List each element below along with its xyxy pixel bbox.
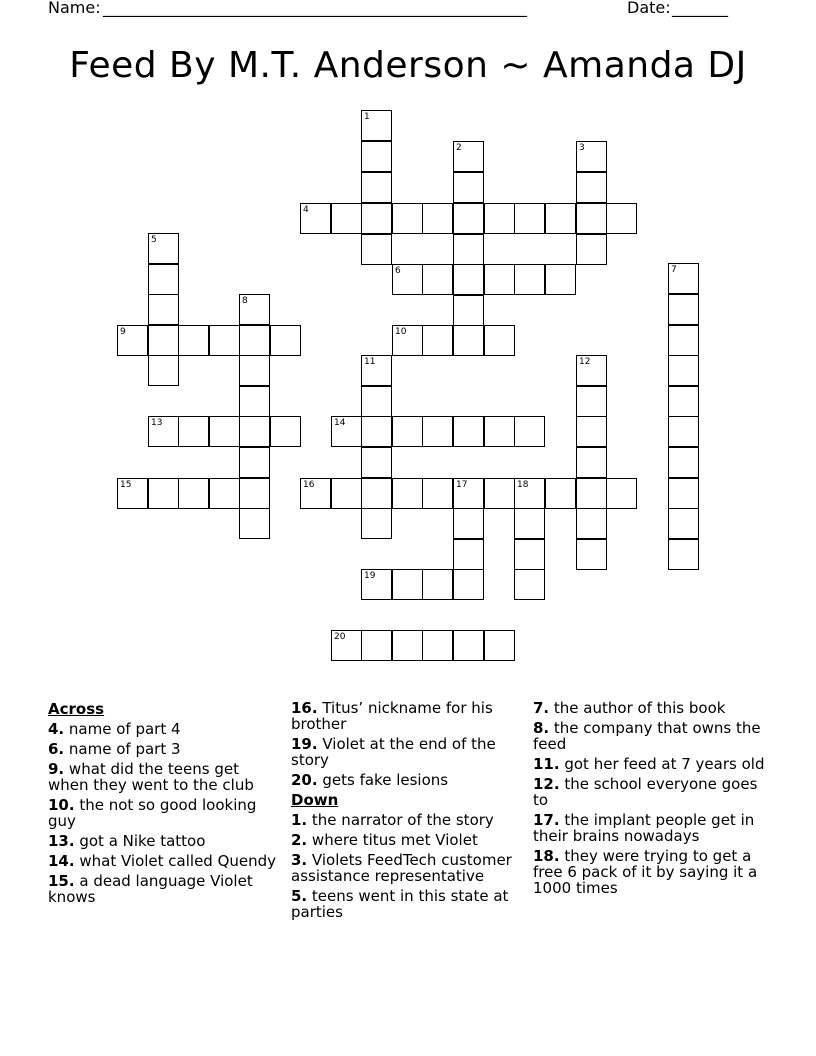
grid-cell[interactable] (606, 203, 637, 234)
grid-cell[interactable] (453, 569, 484, 600)
cell-number: 7 (671, 265, 677, 275)
grid-cell[interactable] (331, 478, 362, 509)
clue-number: 6. (48, 740, 65, 758)
grid-cell[interactable] (361, 416, 392, 447)
grid-cell[interactable] (576, 508, 607, 539)
grid-cell[interactable] (453, 141, 484, 172)
clue-across-20 (291, 772, 523, 788)
grid-cell[interactable] (148, 355, 179, 386)
name-label: Name: (48, 0, 101, 17)
grid-cell[interactable] (117, 325, 148, 356)
clue-across-13 (48, 833, 280, 849)
clue-number: 12. (533, 775, 560, 793)
grid-cell[interactable] (300, 478, 331, 509)
clue-text: the not so good looking guy (48, 796, 257, 830)
grid-cell[interactable] (392, 630, 423, 661)
clue-text: Titus’ nickname for his brother (291, 699, 493, 733)
grid-cell[interactable] (148, 264, 179, 295)
grid-cell[interactable] (178, 325, 209, 356)
clue-text: name of part 4 (68, 720, 181, 738)
grid-cell[interactable] (209, 478, 240, 509)
grid-cell[interactable] (148, 233, 179, 264)
grid-cell[interactable] (545, 203, 576, 234)
grid-cell[interactable] (576, 141, 607, 172)
clue-number: 4. (48, 720, 65, 738)
clue-across-14 (48, 853, 280, 869)
grid-cell[interactable] (392, 203, 423, 234)
grid-cell[interactable] (148, 416, 179, 447)
clue-text: gets fake lesions (322, 771, 449, 789)
clue-number: 8. (533, 719, 550, 737)
grid-cell[interactable] (361, 386, 392, 417)
clue-text: the author of this book (553, 699, 726, 717)
grid-cell[interactable] (606, 478, 637, 509)
clue-across-9 (48, 761, 280, 793)
grid-cell[interactable] (453, 416, 484, 447)
grid-cell[interactable] (484, 416, 515, 447)
grid-cell[interactable] (361, 569, 392, 600)
grid-cell[interactable] (484, 630, 515, 661)
grid-cell[interactable] (668, 539, 699, 570)
grid-cell[interactable] (422, 264, 453, 295)
cell-number: 19 (364, 571, 376, 581)
grid-cell[interactable] (239, 294, 270, 325)
cell-number: 17 (456, 480, 468, 490)
clue-number: 13. (48, 832, 75, 850)
clue-number: 20. (291, 771, 318, 789)
cell-number: 1 (364, 112, 370, 122)
grid-cell[interactable] (514, 203, 545, 234)
clue-down-5 (291, 888, 523, 920)
grid-cell[interactable] (392, 569, 423, 600)
grid-cell[interactable] (361, 234, 392, 265)
cell-number: 8 (242, 296, 248, 306)
grid-cell[interactable] (545, 478, 576, 509)
date-label: Date: (627, 0, 671, 17)
grid-cell[interactable] (392, 416, 423, 447)
grid-cell[interactable] (668, 386, 699, 417)
grid-cell[interactable] (422, 325, 453, 356)
cell-number: 3 (579, 143, 585, 153)
grid-cell[interactable] (148, 294, 179, 325)
grid-cell[interactable] (545, 264, 576, 295)
grid-cell[interactable] (576, 416, 607, 447)
clue-number: 7. (533, 699, 550, 717)
grid-cell[interactable] (668, 508, 699, 539)
clue-text: they were trying to get a free 6 pack of it by saying it a 1000 times (533, 847, 758, 897)
clue-number: 10. (48, 796, 75, 814)
clue-across-10 (48, 797, 280, 829)
grid-cell[interactable] (514, 539, 545, 570)
clue-down-3 (291, 852, 523, 884)
grid-cell[interactable] (239, 325, 270, 356)
page-title: Feed By M.T. Anderson ~ Amanda DJ (69, 45, 747, 86)
clue-down-1 (291, 812, 523, 828)
clue-across-4 (48, 721, 280, 737)
clue-across-6 (48, 741, 280, 757)
grid-cell[interactable] (453, 203, 484, 234)
grid-cell[interactable] (422, 203, 453, 234)
cell-number: 13 (151, 418, 163, 428)
cell-number: 14 (334, 418, 346, 428)
cell-number: 9 (120, 327, 126, 337)
clue-text: got a Nike tattoo (79, 832, 206, 850)
grid-cell[interactable] (148, 325, 179, 356)
clue-text: Violet at the end of the story (291, 735, 496, 769)
grid-cell[interactable] (392, 264, 423, 295)
grid-cell[interactable] (361, 141, 392, 172)
grid-cell[interactable] (668, 355, 699, 386)
grid-cell[interactable] (209, 416, 240, 447)
clue-text: a dead language Violet knows (48, 872, 253, 906)
grid-cell[interactable] (422, 416, 453, 447)
grid-cell[interactable] (148, 478, 179, 509)
cell-number: 4 (303, 205, 309, 215)
grid-cell[interactable] (453, 539, 484, 570)
grid-cell[interactable] (422, 630, 453, 661)
grid-cell[interactable] (453, 630, 484, 661)
grid-cell[interactable] (239, 508, 270, 539)
grid-cell[interactable] (514, 416, 545, 447)
grid-cell[interactable] (668, 263, 699, 294)
grid-cell[interactable] (484, 325, 515, 356)
grid-cell[interactable] (422, 478, 453, 509)
grid-cell[interactable] (239, 447, 270, 478)
cell-number: 6 (395, 266, 401, 276)
grid-cell[interactable] (178, 478, 209, 509)
grid-cell[interactable] (453, 325, 484, 356)
clue-down-18 (533, 848, 769, 896)
grid-cell[interactable] (576, 539, 607, 570)
grid-cell[interactable] (361, 478, 392, 509)
clue-number: 19. (291, 735, 318, 753)
clue-across-15 (48, 873, 280, 905)
clue-down-7 (533, 700, 769, 716)
grid-cell[interactable] (484, 478, 515, 509)
clue-down-17 (533, 812, 769, 844)
grid-cell[interactable] (576, 234, 607, 265)
clue-text: Violets FeedTech customer assistance representative (291, 851, 512, 885)
grid-cell[interactable] (484, 264, 515, 295)
cell-number: 15 (120, 480, 132, 490)
grid-cell[interactable] (514, 264, 545, 295)
grid-cell[interactable] (453, 508, 484, 539)
grid-cell[interactable] (453, 478, 484, 509)
grid-cell[interactable] (270, 325, 301, 356)
clue-number: 18. (533, 847, 560, 865)
grid-cell[interactable] (514, 569, 545, 600)
grid-cell[interactable] (361, 172, 392, 203)
grid-cell[interactable] (239, 478, 270, 509)
grid-cell[interactable] (668, 294, 699, 325)
grid-cell[interactable] (668, 447, 699, 478)
cell-number: 20 (334, 632, 346, 642)
date-field[interactable]: _______ (672, 0, 728, 17)
grid-cell[interactable] (331, 203, 362, 234)
grid-cell[interactable] (576, 203, 607, 234)
grid-cell[interactable] (453, 172, 484, 203)
grid-cell[interactable] (576, 447, 607, 478)
cell-number: 11 (364, 357, 376, 367)
grid-cell[interactable] (453, 234, 484, 265)
cell-number: 16 (303, 480, 315, 490)
clue-number: 5. (291, 887, 308, 905)
clue-text: where titus met Violet (311, 831, 478, 849)
clue-text: name of part 3 (68, 740, 181, 758)
grid-cell[interactable] (576, 172, 607, 203)
clue-text: the implant people get in their brains nowadays (533, 811, 755, 845)
cell-number: 10 (395, 327, 407, 337)
grid-cell[interactable] (422, 569, 453, 600)
grid-cell[interactable] (361, 508, 392, 539)
grid-cell[interactable] (392, 325, 423, 356)
clue-number: 1. (291, 811, 308, 829)
cell-number: 18 (517, 480, 529, 490)
grid-cell[interactable] (668, 325, 699, 356)
grid-cell[interactable] (514, 478, 545, 509)
clue-number: 17. (533, 811, 560, 829)
clue-number: 14. (48, 852, 75, 870)
grid-cell[interactable] (392, 478, 423, 509)
clue-down-2 (291, 832, 523, 848)
clue-number: 2. (291, 831, 308, 849)
clue-across-16 (291, 700, 523, 732)
cell-number: 12 (579, 357, 591, 367)
grid-cell[interactable] (576, 478, 607, 509)
grid-cell[interactable] (453, 264, 484, 295)
clue-number: 11. (533, 755, 560, 773)
grid-cell[interactable] (453, 295, 484, 326)
clue-number: 3. (291, 851, 308, 869)
cell-number: 2 (456, 143, 462, 153)
clue-down-12 (533, 776, 769, 808)
grid-cell[interactable] (361, 630, 392, 661)
grid-cell[interactable] (239, 386, 270, 417)
grid-cell[interactable] (239, 416, 270, 447)
grid-cell[interactable] (514, 508, 545, 539)
grid-cell[interactable] (209, 325, 240, 356)
clue-text: the narrator of the story (311, 811, 494, 829)
clues-column-3 (533, 700, 769, 900)
grid-cell[interactable] (576, 355, 607, 386)
grid-cell[interactable] (117, 478, 148, 509)
grid-cell[interactable] (668, 416, 699, 447)
grid-cell[interactable] (361, 447, 392, 478)
grid-cell[interactable] (331, 630, 362, 661)
clue-number: 15. (48, 872, 75, 890)
clue-across-19 (291, 736, 523, 768)
grid-cell[interactable] (361, 355, 392, 386)
clue-number: 16. (291, 699, 318, 717)
clue-down-8 (533, 720, 769, 752)
grid-cell[interactable] (300, 203, 331, 234)
clue-number: 9. (48, 760, 65, 778)
grid-cell[interactable] (178, 416, 209, 447)
clue-text: what Violet called Quendy (79, 852, 277, 870)
across-heading: Across (48, 700, 105, 718)
grid-cell[interactable] (239, 355, 270, 386)
clue-text: the company that owns the feed (533, 719, 761, 753)
cell-number: 5 (151, 235, 157, 245)
grid-cell[interactable] (484, 203, 515, 234)
clue-text: the school everyone goes to (533, 775, 758, 809)
grid-cell[interactable] (331, 416, 362, 447)
grid-cell[interactable] (361, 110, 392, 141)
clues-column-2 (291, 700, 523, 924)
clues-column-1 (48, 700, 280, 909)
down-heading: Down (291, 791, 339, 809)
grid-cell[interactable] (576, 386, 607, 417)
grid-cell[interactable] (270, 416, 301, 447)
clue-text: got her feed at 7 years old (564, 755, 765, 773)
grid-cell[interactable] (668, 478, 699, 509)
name-field[interactable]: _____________________________________________________ (103, 0, 527, 17)
clue-down-11 (533, 756, 769, 772)
clue-text: teens went in this state at parties (291, 887, 509, 921)
clue-text: what did the teens get when they went to the club (48, 760, 254, 794)
grid-cell[interactable] (361, 203, 392, 234)
